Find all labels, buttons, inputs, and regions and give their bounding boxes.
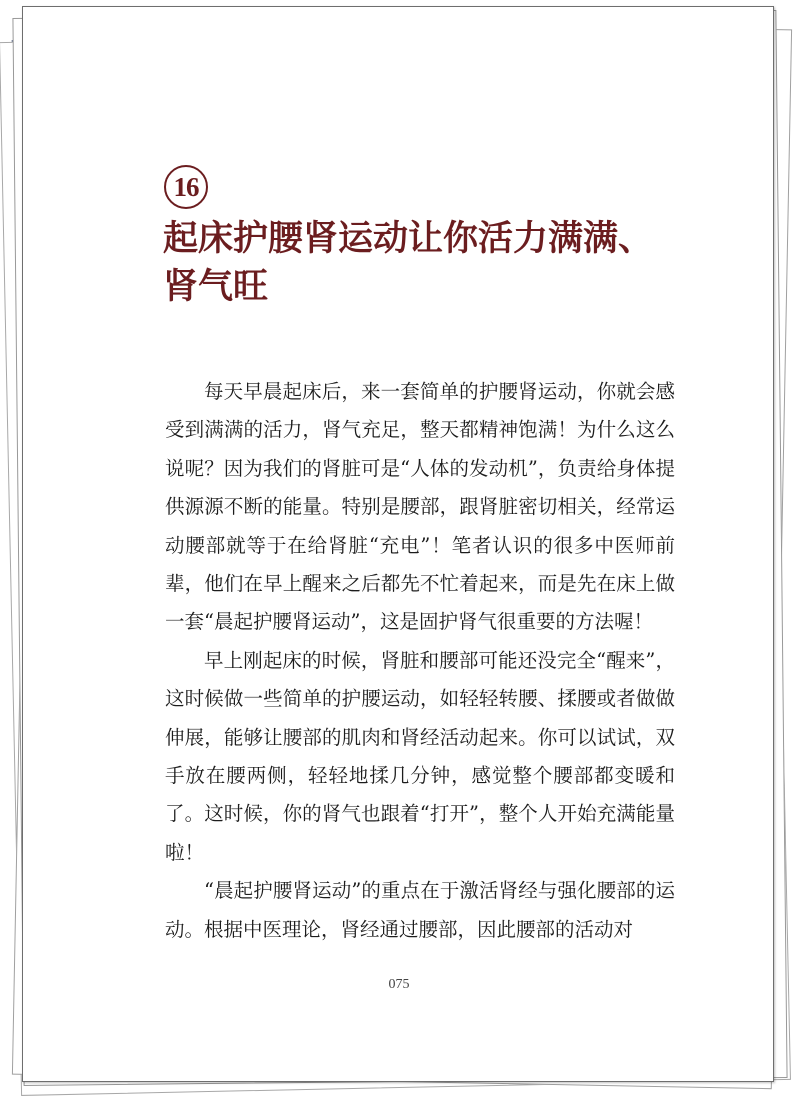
paragraph: “晨起护腰肾运动”的重点在于激活肾经与强化腰部的运动。根据中医理论，肾经通过腰部，因此腰部的活动对 [165, 879, 675, 941]
paragraph: 每天早晨起床后，来一套简单的护腰肾运动，你就会感受到满满的活力，肾气充足，整天都精神饱满！为什么这么说呢？因为我们的肾脏可是“人体的发动机”，负责给身体提供源源不断的能量。特别是腰部，跟肾脏密切相关，经常运动腰部就等于在给肾脏“充电”！笔者认识的很多中医师前辈，他们在早上醒来之后都先不忙着起来，而是先在床上做一套“晨起护腰肾运动”，这是固护肾气很重要的方法喔！ [165, 380, 675, 634]
chapter-number-badge [164, 165, 208, 209]
chapter-number: 16 [173, 171, 199, 202]
paragraph: 早上刚起床的时候，肾脏和腰部可能还没完全“醒来”，这时候做一些简单的护腰运动，如轻轻转腰、揉腰或者做做伸展，能够让腰部的肌肉和肾经活动起来。你可以试试，双手放在腰两侧，轻轻地揉几分钟，感觉整个腰部都变暖和了。这时候，你的肾气也跟着“打开”，整个人开始充满能量啦！ [165, 648, 675, 864]
chapter-title [163, 215, 703, 311]
chapter-title-line: 起床护腰肾运动让你活力满满、 [163, 218, 654, 259]
page-number: 075 [388, 977, 410, 992]
body-text [165, 373, 675, 949]
book-page [22, 6, 774, 1082]
chapter-title-line: 肾气旺 [163, 266, 269, 307]
